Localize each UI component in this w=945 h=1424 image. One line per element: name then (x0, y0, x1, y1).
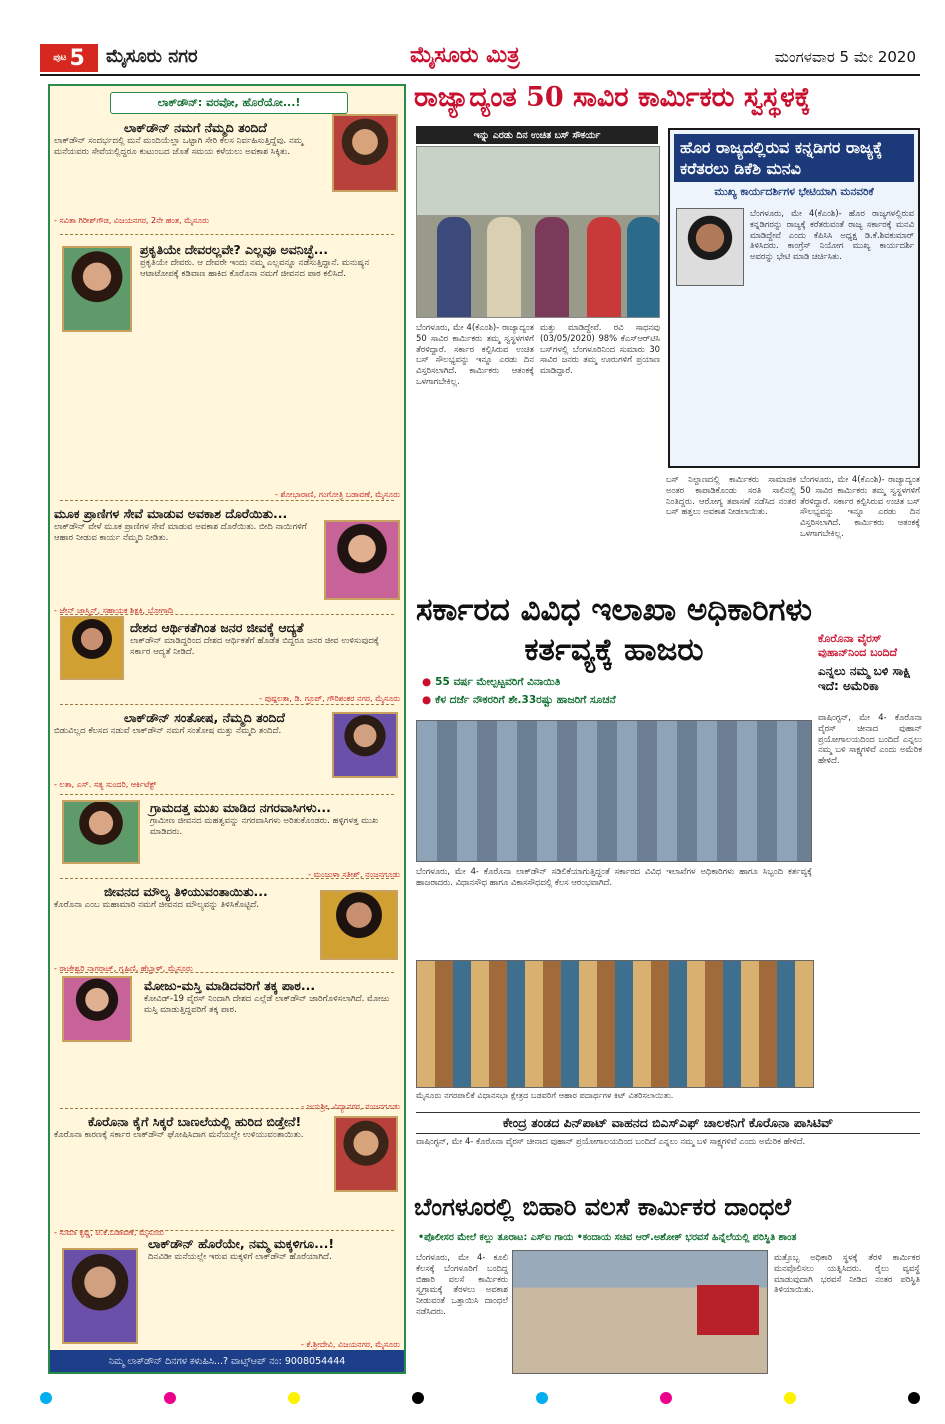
black-mark (412, 1392, 424, 1404)
migrant-text-left: ಬೆಂಗಳೂರು, ಮೇ 4- ಕೂಲಿ ಕೆಲಸಕ್ಕೆ ಬೆಂಗಳೂರಿಗೆ ಬಂದಿದ್ದ ಬಿಹಾರಿ ವಲಸೆ ಕಾರ್ಮಿಕರು ಸ್ವಗ್ರಾಮಕ್ಕೆ ತೆರಳಲು ಅವಕಾಶ ನೀಡುವಂತೆ ಒತ್ತಾಯಿಸಿ ದಾಂಧಲೆ ನಡೆಸಿದರು. (416, 1252, 508, 1316)
page-number-tag (40, 44, 98, 72)
opinion-credit: - ರಾಜೇಶ್ವರಿ ನಾಗರಾಜ್, ಗೃಹಿಣಿ, ಹೆಬ್ಬಾಳ್, ಮೈಸೂರು (54, 964, 193, 973)
opinion-title: ಪ್ರಕೃತಿಯೇ ದೇವರಲ್ಲವೇ? ಎಲ್ಲವೂ ಅವನಿಚ್ಛೆ... (140, 242, 328, 257)
opinion-body: ಗ್ರಾಮೀಣ ಜೀವನದ ಮಹತ್ವವನ್ನು ನಗರವಾಸಿಗಳು ಅರಿತುಕೊಂಡರು. ಹಳ್ಳಿಗಳತ್ತ ಮುಖ ಮಾಡಿದರು. (150, 816, 379, 837)
lead-headline: ರಾಜ್ಯಾದ್ಯಂತ 50 ಸಾವಿರ ಕಾರ್ಮಿಕರು ಸ್ವಸ್ಥಳಕ್ಕೆ (414, 82, 811, 113)
migrant-workers-subhead: •ಪೊಲೀಸರ ಮೇಲೆ ಕಲ್ಲು ತೂರಾಟ: ಎಸ್‌ಐ ಗಾಯ •ಕಂದಾಯ ಸಚಿವ ಆರ್.ಅಶೋಕ್ ಭರವಸೆ ಹಿನ್ನೆಲೆಯಲ್ಲಿ ಪರಿಸ್ಥಿತಿ ಶಾಂತ (418, 1232, 797, 1243)
whatsapp-footer: ನಿಮ್ಮ ಲಾಕ್‌ಡೌನ್ ದಿನಗಳ ಕಳುಹಿಸಿ...? ವಾಟ್ಸ್‌ಆಪ್ ನಂ: 9008054444 (50, 1350, 404, 1372)
offices-headline: ಸರ್ಕಾರದ ವಿವಿಧ ಇಲಾಖಾ ಅಧಿಕಾರಿಗಳು ಕರ್ತವ್ಯಕ್ಕೆ ಹಾಜರು (415, 592, 813, 668)
office-photo (416, 720, 812, 862)
opinion-body: ದಿನವಿಡೀ ಮನೆಯಲ್ಲೇ ಇರುವ ಮಕ್ಕಳಿಗೆ ಲಾಕ್‌ಡೌನ್ ಹೊರೆಯಾಗಿದೆ. (148, 1252, 332, 1262)
author-photo (320, 890, 398, 960)
opinion-credit: - ಲತಾ, ಎಸ್. ಸತ್ಯ ಸುಂದರಿ, ಆರ್ಕಿಟೆಕ್ಟ್ (54, 780, 157, 789)
opinion-credit: - ಶೋಭಾರಾಣಿ, ಗಂಗೋತ್ರಿ ಬಡಾವಣೆ, ಮೈಸೂರು (275, 490, 400, 499)
divider (60, 704, 394, 705)
magenta-mark (660, 1392, 672, 1404)
photo-figure (535, 217, 569, 317)
opinion-body: ಪ್ರಕೃತಿಯೇ ದೇವರು. ಆ ದೇವರೇ ಇಂದು ನಮ್ಮ ಎಲ್ಲವನ್ನೂ ನಡೆಸುತ್ತಿದ್ದಾನೆ. ಮನುಷ್ಯನ ಆಟಾಟೋಪಕ್ಕೆ ಕಡಿವಾಣ ಹಾಕಿದ ಕೊರೊನಾ ನಮಗೆ ಜೀವನದ ಪಾಠ ಕಲಿಸಿದೆ. (140, 258, 370, 279)
opinion-title: ಜೀವನದ ಮೌಲ್ಯ ತಿಳಿಯುವಂತಾಯಿತು... (104, 884, 268, 899)
divider (60, 1108, 394, 1109)
opinion-body: ಲಾಕ್‌ಡೌನ್ ಮಾಡಿದ್ದರಿಂದ ದೇಶದ ಆರ್ಥಿಕತೆಗೆ ಹೊಡೆತ ಬಿದ್ದರೂ ಜನರ ಜೀವ ಉಳಿಸುವುದಕ್ಕೆ ಸರ್ಕಾರ ಆದ್ಯತೆ ನೀಡಿದೆ. (130, 636, 379, 657)
photo-figure (587, 217, 621, 317)
corona-headline-2: ಎನ್ನಲು ನಮ್ಮ ಬಳಿ ಸಾಕ್ಷಿ ಇದೆ: ಅಮೆರಿಕಾ (818, 664, 911, 693)
corona-headline: ಕೊರೊನಾ ವೈರಸ್ ವುಹಾನ್‌ನಿಂದ ಬಂದಿದೆ (818, 632, 898, 659)
issue-date: ಮಂಗಳವಾರ 5 ಮೇ 2020 (774, 48, 916, 66)
opinion-credit: - ಕೆ.ಶ್ರೀದೇವಿ, ವಿಜಯನಗರ, ಮೈಸೂರು (300, 1340, 400, 1349)
opinion-credit: - ಮಂಜುಳಾ ಸತೀಶ್, ನಂಜನಗೂಡು (308, 870, 400, 879)
column-banner: ಲಾಕ್‌ಡೌನ್: ವರವೋ, ಹೊರೆಯೋ...! (110, 92, 348, 114)
photo-figure (487, 217, 521, 317)
bus-station-photo (416, 146, 660, 318)
opinion-credit: - ಜೇನ್ ಜಾಸ್ಮಿನ್, ಸಹಾಯಕ ಶಿಕ್ಷಕಿ, ಭೋಗಾದಿ (54, 606, 174, 615)
box-headline: ಹೊರ ರಾಜ್ಯದಲ್ಲಿರುವ ಕನ್ನಡಿಗರ ರಾಜ್ಯಕ್ಕೆ ಕರೆತರಲು ಡಿಕೆಶಿ ಮನವಿ (674, 134, 914, 182)
box-subhead: ಮುಖ್ಯ ಕಾರ್ಯದರ್ಶಿಗಳ ಭೇಟಿಯಾಗಿ ಮನವರಿಕೆ (714, 186, 874, 198)
page-header (40, 40, 920, 76)
yellow-mark (288, 1392, 300, 1404)
section-name: ಮೈಸೂರು ನಗರ (106, 46, 198, 67)
photo-figure (627, 217, 660, 317)
bus-shape (697, 1285, 759, 1335)
page-number: 5 (69, 45, 85, 71)
opinion-body: ಕೊರೊನಾ ಕಾರಣಕ್ಕೆ ಸರ್ಕಾರ ಲಾಕ್‌ಡೌನ್ ಘೋಷಿಸಿದಾಗ ಮನೆಯಲ್ಲೇ ಉಳಿಯುವಂತಾಯಿತು. (54, 1130, 304, 1140)
offices-text: ಬೆಂಗಳೂರು, ಮೇ 4- ಕೊರೊನಾ ಲಾಕ್‌ಡೌನ್ ಸಡಿಲಿಕೆಯಾಗುತ್ತಿದ್ದಂತೆ ಸರ್ಕಾರದ ವಿವಿಧ ಇಲಾಖೆಗಳ ಅಧಿಕಾರಿಗಳು ಹಾಗೂ ಸಿಬ್ಬಂದಿ ಕರ್ತವ್ಯಕ್ಕೆ ಹಾಜರಾದರು. ವಿಧಾನಸೌಧ ಹಾಗೂ ವಿಕಾಸಸೌಧದಲ್ಲಿ ಕೆಲಸ ಆರಂಭವಾಗಿದೆ. (416, 866, 812, 887)
divider (60, 794, 394, 795)
black-mark (908, 1392, 920, 1404)
opinion-title: ಮೋಜು-ಮಸ್ತಿ ಮಾಡಿದವರಿಗೆ ತಕ್ಕ ಪಾಠ... (144, 978, 316, 993)
bullet-point (422, 694, 616, 707)
bullet-point (422, 676, 560, 689)
masthead: ಮೈಸೂರು ಮಿತ್ರ (410, 42, 520, 68)
bullet-icon: ● (422, 676, 432, 688)
author-photo (324, 520, 400, 600)
author-photo (332, 712, 398, 778)
author-photo (334, 1116, 398, 1192)
opinion-title: ಮೂಕ ಪ್ರಾಣಿಗಳ ಸೇವೆ ಮಾಡುವ ಅವಕಾಶ ದೊರೆಯಿತು... (54, 506, 288, 521)
politician-photo (676, 208, 744, 286)
opinion-credit: - ಪುಷ್ಪಲತಾ, ಡಿ. ಗ್ರೂಪ್, ಗೌರಿಶಂಕರ ನಗರ, ಮೈಸೂರು (259, 694, 400, 703)
divider (60, 614, 394, 615)
author-photo (62, 1248, 138, 1344)
page-label: ಪುಟ (53, 53, 67, 63)
bsf-driver-strip: ಕೇಂದ್ರ ತಂಡದ ಪಿನ್‌ಪಾಟ್ ವಾಹನದ ಬಿಎಸ್‌ಎಫ್ ಚಾಲಕನಿಗೆ ಕೊರೊನಾ ಪಾಸಿಟಿವ್ (416, 1112, 920, 1134)
bullet-text: ಕೆಳ ದರ್ಜೆ ನೌಕರರಿಗೆ ಶೇ.33ರಷ್ಟು ಹಾಜರಿಗೆ ಸೂಚನೆ (435, 694, 616, 706)
author-photo (332, 114, 398, 192)
migrant-crowd-photo (512, 1250, 768, 1374)
divider (60, 500, 394, 501)
bullet-icon: ● (422, 694, 432, 706)
magenta-mark (164, 1392, 176, 1404)
bullet-text: 55 ವರ್ಷ ಮೇಲ್ಪಟ್ಟವರಿಗೆ ವಿನಾಯಿತಿ (435, 676, 561, 688)
opinion-body: ಬಿಡುವಿಲ್ಲದ ಕೆಲಸದ ನಡುವೆ ಲಾಕ್‌ಡೌನ್ ನಮಗೆ ಸಂತೋಷ ಮತ್ತು ನೆಮ್ಮದಿ ತಂದಿದೆ. (54, 726, 282, 736)
reader-opinions-column (48, 84, 406, 1374)
lead-photo-tag: ಇನ್ನು ಎರಡು ದಿನ ಉಚಿತ ಬಸ್ ಸೌಕರ್ಯ (416, 126, 658, 144)
divider (60, 234, 394, 235)
opinion-credit: - ಸವಿತಾ ಗಿರೀಶ್‌ಗೌಡ, ವಿಜಯನಗರ, 2ನೇ ಹಂತ, ಮೈಸೂರು (54, 216, 210, 225)
lead-text-col1: ಬೆಂಗಳೂರು, ಮೇ 4(ಕೆಎಂಶಿ)- ರಾಜ್ಯಾದ್ಯಂತ 50 ಸಾವಿರ ಕಾರ್ಮಿಕರು ತಮ್ಮ ಸ್ವಸ್ಥಳಗಳಿಗೆ ತೆರಳಿದ್ದಾರೆ. ಸರ್ಕಾರ ಕಲ್ಪಿಸಿರುವ ಉಚಿತ ಬಸ್ ಸೌಲಭ್ಯವನ್ನು ಇನ್ನೂ ಎರಡು ದಿನ ವಿಸ್ತರಿಸಲಾಗಿದೆ. ಕಾರ್ಮಿಕರು ಆತಂಕಕ್ಕೆ ಒಳಗಾಗಬೇಕಿಲ್ಲ. (416, 322, 534, 386)
box-body: ಬೆಂಗಳೂರು, ಮೇ 4(ಕೆಎಂಶಿ)- ಹೊರ ರಾಜ್ಯಗಳಲ್ಲಿರುವ ಕನ್ನಡಿಗರನ್ನು ರಾಜ್ಯಕ್ಕೆ ಕರೆತರುವಂತೆ ರಾಜ್ಯ ಸರ್ಕಾರಕ್ಕೆ ಮನವಿ ಮಾಡಿದ್ದೇವೆ ಎಂದು ಕೆಪಿಸಿಸಿ ಅಧ್ಯಕ್ಷ ಡಿ.ಕೆ.ಶಿವಕುಮಾರ್ ತಿಳಿಸಿದರು. ಕಾಂಗ್ರೆಸ್ ನಿಯೋಗ ಮುಖ್ಯ ಕಾರ್ಯದರ್ಶಿ ಅವರನ್ನು ಭೇಟಿ ಮಾಡಿ ಚರ್ಚಿಸಿತು. (750, 208, 914, 262)
opinion-title: ದೇಶದ ಆರ್ಥಿಕತೆಗಿಂತ ಜನರ ಜೀವಕ್ಕೆ ಆದ್ಯತೆ (130, 620, 304, 635)
cyan-mark (40, 1392, 52, 1404)
opinion-title: ಕೊರೊನಾ ಕೈಗೆ ಸಿಕ್ಕರೆ ಬಾಣಲೆಯಲ್ಲಿ ಹುರಿದ ಬಿಡ್ತೇನೆ! (88, 1114, 302, 1129)
opinion-credit: - ಜಯಶ್ರೀ, ವಿದ್ಯಾನಗರ, ನಂಜನಗೂಡು (301, 1102, 400, 1111)
author-photo (62, 246, 132, 332)
opinion-body: ಲಾಕ್‌ಡೌನ್ ಸಂದರ್ಭದಲ್ಲಿ ಮನೆ ಮಂದಿಯೆಲ್ಲಾ ಒಟ್ಟಾಗಿ ಸೇರಿ ಕೆಲಸ ನಿರ್ವಹಿಸುತ್ತಿದ್ದೆವು. ನಮ್ಮ ಮನೆಯವರು ಸೇವೆಯಲ್ಲಿದ್ದರೂ ಕುಟುಂಬದ ಜೊತೆ ಸಮಯ ಕಳೆಯಲು ಅವಕಾಶ ಸಿಕ್ಕಿತು. (54, 136, 304, 157)
opinion-body: ಕೊರೊನಾ ಎಂಬ ಮಹಾಮಾರಿ ನಮಗೆ ಜೀವನದ ಮೌಲ್ಯವನ್ನು ತಿಳಿಸಿಕೊಟ್ಟಿದೆ. (54, 900, 260, 910)
print-registration-marks (40, 1388, 920, 1408)
yellow-mark (784, 1392, 796, 1404)
opinion-title: ಗ್ರಾಮದತ್ತ ಮುಖ ಮಾಡಿದ ನಗರವಾಸಿಗಳು... (150, 800, 331, 815)
opinion-body: ಕೋವಿಡ್-19 ವೈರಸ್ ನಿಂದಾಗಿ ದೇಶದ ಎಲ್ಲೆಡೆ ಲಾಕ್‌ಡೌನ್ ಜಾರಿಗೊಳಿಸಲಾಗಿದೆ. ಮೋಜು ಮಸ್ತಿ ಮಾಡುತ್ತಿದ್ದವರಿಗೆ ತಕ್ಕ ಪಾಠ. (144, 994, 390, 1015)
cyan-mark (536, 1392, 548, 1404)
author-photo (62, 800, 140, 864)
photo-figure (437, 217, 471, 317)
lead-text-col2: ಮತ್ತು ಮಾಡಿದ್ದೇವೆ. ರವಿ ಸಾಧನವು (03/05/2020) 98% ಕೆಎಸ್‌ಆರ್‌ಟಿಸಿ ಬಸ್‌ಗಳಲ್ಲಿ ಬೆಂಗಳೂರಿನಿಂದ ಸುಮಾರು 30 ಸಾವಿರ ಜನರು ತಮ್ಮ ಊರುಗಳಿಗೆ ಪ್ರಯಾಣ ಮಾಡಿದ್ದಾರೆ. (540, 322, 660, 376)
bsf-text: ವಾಷಿಂಗ್ಟನ್, ಮೇ 4- ಕೊರೊನಾ ವೈರಸ್ ಚೀನಾದ ವುಹಾನ್ ಪ್ರಯೋಗಾಲಯದಿಂದ ಬಂದಿದೆ ಎನ್ನಲು ನಮ್ಮ ಬಳಿ ಸಾಕ್ಷ್ಯಗಳಿವೆ ಎಂದು ಅಮೆರಿಕ ಹೇಳಿದೆ. (416, 1136, 806, 1146)
lead-text-col3: ಬಸ್ ನಿಲ್ದಾಣದಲ್ಲಿ ಕಾರ್ಮಿಕರು ಸಾಮಾಜಿಕ ಅಂತರ ಕಾಪಾಡಿಕೊಂಡು ಸರತಿ ಸಾಲಿನಲ್ಲಿ ನಿಂತಿದ್ದರು. ಆರೋಗ್ಯ ತಪಾಸಣೆ ನಡೆಸಿದ ನಂತರ ಬಸ್ ಹತ್ತಲು ಅವಕಾಶ ನೀಡಲಾಯಿತು. (666, 474, 796, 517)
author-photo (62, 976, 132, 1042)
photo-caption: ಮೈಸೂರು ನಗರಪಾಲಿಕೆ ವಿಧಾನಸಭಾ ಕ್ಷೇತ್ರದ ಬಡವರಿಗೆ ಆಹಾರ ಪದಾರ್ಥಗಳ ಕಿಟ್ ವಿತರಿಸಲಾಯಿತು. (416, 1090, 674, 1100)
author-photo (60, 616, 124, 680)
opinion-title: ಲಾಕ್‌ಡೌನ್ ಹೊರೆಯೇ, ನಮ್ಮ ಮಕ್ಕಳಿಗೂ...! (148, 1236, 335, 1251)
opinion-credit: - ಸುಮಾ ಕೃಷ್ಣ, ಟಿ.ಕೆ.ಬಡಾವಣೆ, ಮೈಸೂರು (54, 1228, 164, 1237)
opinion-title: ಲಾಕ್‌ಡೌನ್ ಸಂತೋಷ, ನೆಮ್ಮದಿ ತಂದಿದೆ (124, 710, 285, 725)
migrant-text-right: ಮತ್ತೊಬ್ಬ ಅಧಿಕಾರಿ ಸ್ಥಳಕ್ಕೆ ತೆರಳಿ ಕಾರ್ಮಿಕರ ಮನವೊಲಿಸಲು ಯತ್ನಿಸಿದರು. ರೈಲು ವ್ಯವಸ್ಥೆ ಮಾಡುವುದಾಗಿ ಭರವಸೆ ನೀಡಿದ ನಂತರ ಪರಿಸ್ಥಿತಿ ತಿಳಿಯಾಯಿತು. (774, 1252, 920, 1295)
divider (60, 972, 394, 973)
migrant-workers-headline: ಬೆಂಗಳೂರಲ್ಲಿ ಬಿಹಾರಿ ವಲಸೆ ಕಾರ್ಮಿಕರ ದಾಂಧಲೆ (414, 1192, 791, 1221)
corona-body: ವಾಷಿಂಗ್ಟನ್, ಮೇ 4- ಕೊರೊನಾ ವೈರಸ್ ಚೀನಾದ ವುಹಾನ್ ಪ್ರಯೋಗಾಲಯದಿಂದ ಬಂದಿದೆ ಎನ್ನಲು ನಮ್ಮ ಬಳಿ ಸಾಕ್ಷ್ಯಗಳಿವೆ ಎಂದು ಅಮೆರಿಕ ಹೇಳಿದೆ. (818, 712, 922, 766)
opinion-title: ಲಾಕ್‌ಡೌನ್ ನಮಗೆ ನೆಮ್ಮದಿ ತಂದಿದೆ (124, 120, 267, 135)
dk-shivakumar-box (668, 128, 920, 468)
opinion-body: ಲಾಕ್‌ಡೌನ್ ವೇಳೆ ಮೂಕ ಪ್ರಾಣಿಗಳ ಸೇವೆ ಮಾಡುವ ಅವಕಾಶ ದೊರೆಯಿತು. ಬೀದಿ ನಾಯಿಗಳಿಗೆ ಆಹಾರ ನೀಡುವ ಕಾರ್ಯ ನೆಮ್ಮದಿ ನೀಡಿತು. (54, 522, 307, 543)
divider (60, 878, 394, 879)
lead-text-col4: ಬೆಂಗಳೂರು, ಮೇ 4(ಕೆಎಂಶಿ)- ರಾಜ್ಯಾದ್ಯಂತ 50 ಸಾವಿರ ಕಾರ್ಮಿಕರು ತಮ್ಮ ಸ್ವಸ್ಥಳಗಳಿಗೆ ತೆರಳಿದ್ದಾರೆ. ಸರ್ಕಾರ ಕಲ್ಪಿಸಿರುವ ಉಚಿತ ಬಸ್ ಸೌಲಭ್ಯವನ್ನು ಇನ್ನೂ ಎರಡು ದಿನ ವಿಸ್ತರಿಸಲಾಗಿದೆ. ಕಾರ್ಮಿಕರು ಆತಂಕಕ್ಕೆ ಒಳಗಾಗಬೇಕಿಲ್ಲ. (800, 474, 920, 538)
divider (60, 1230, 394, 1231)
food-kit-photo (416, 960, 814, 1088)
